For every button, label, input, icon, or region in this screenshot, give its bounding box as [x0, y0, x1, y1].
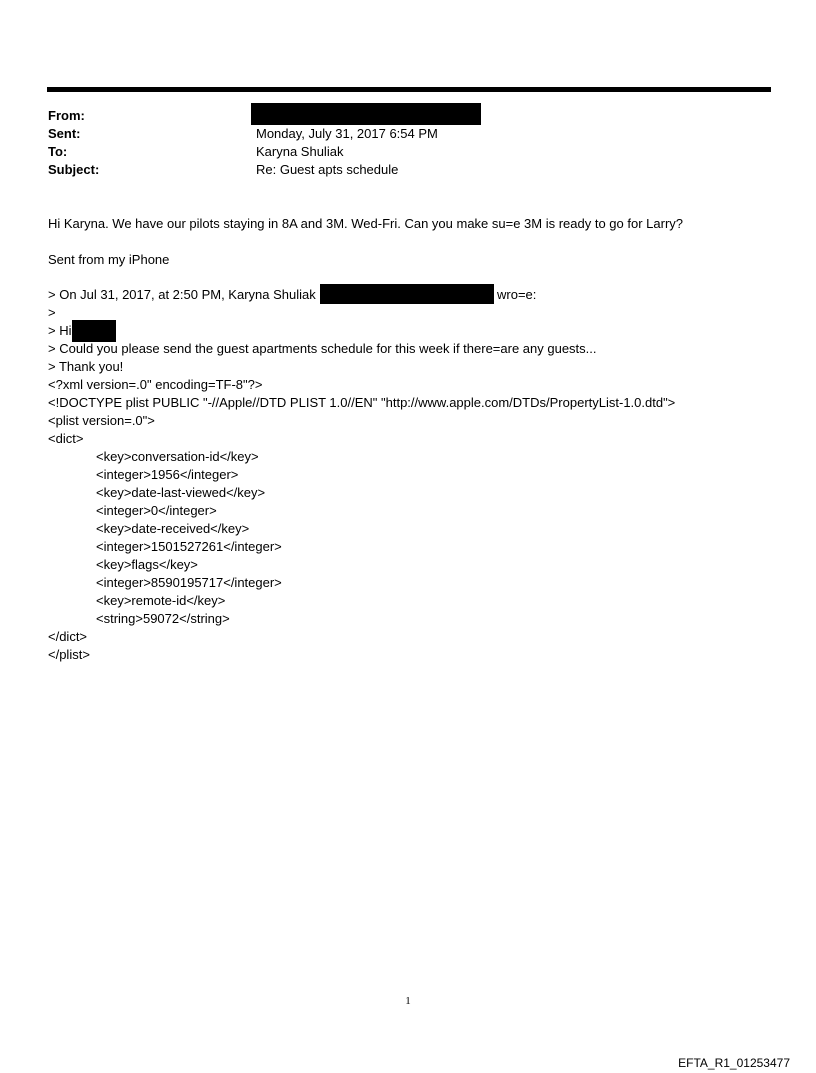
document-id: EFTA_R1_01253477 [678, 1056, 790, 1070]
to-label: To: [48, 144, 68, 159]
plist-entry: <key>remote-id</key> [96, 593, 226, 608]
quote-thanks: > Thank you! [48, 359, 124, 374]
plist-doctype: <!DOCTYPE plist PUBLIC "-//Apple//DTD PLIST 1.0//EN" "http://www.apple.com/DTDs/PropertyList-1.0.dtd"> [48, 395, 676, 410]
plist-xml-declaration: <?xml version=.0" encoding=TF-8"?> [48, 377, 263, 392]
quote-greeting: > Hi [48, 323, 72, 338]
quote-blank-line: > [48, 305, 56, 320]
plist-entry: <key>date-last-viewed</key> [96, 485, 266, 500]
plist-entry: <integer>1501527261</integer> [96, 539, 282, 554]
quote-intro: > On Jul 31, 2017, at 2:50 PM, Karyna Shuliak [48, 287, 316, 302]
page-number: 1 [405, 995, 411, 1007]
dict-open-tag: <dict> [48, 431, 84, 446]
plist-entry: <key>date-received</key> [96, 521, 250, 536]
plist-open-tag: <plist version=.0"> [48, 413, 155, 428]
from-label: From: [48, 108, 85, 123]
quote-intro-suffix: wro=e: [497, 287, 537, 302]
subject-value: Re: Guest apts schedule [256, 162, 399, 177]
sent-value: Monday, July 31, 2017 6:54 PM [256, 126, 438, 141]
plist-entry: <string>59072</string> [96, 611, 230, 626]
plist-close-tag: </plist> [48, 647, 90, 662]
redaction-box [251, 103, 481, 125]
plist-entry: <key>conversation-id</key> [96, 449, 259, 464]
plist-entry: <integer>8590195717</integer> [96, 575, 282, 590]
plist-entry: <integer>1956</integer> [96, 467, 239, 482]
quote-request: > Could you please send the guest apartments schedule for this week if there=are any guests... [48, 341, 597, 356]
header-rule [47, 87, 771, 92]
plist-entry: <integer>0</integer> [96, 503, 217, 518]
subject-label: Subject: [48, 162, 100, 177]
signature-text: Sent from my iPhone [48, 252, 170, 267]
to-value: Karyna Shuliak [256, 144, 344, 159]
dict-close-tag: </dict> [48, 629, 88, 644]
redaction-box [320, 284, 494, 304]
plist-entry: <key>flags</key> [96, 557, 198, 572]
sent-label: Sent: [48, 126, 81, 141]
redaction-box [72, 320, 116, 342]
message-text: Hi Karyna. We have our pilots staying in 8A and 3M. Wed-Fri. Can you make su=e 3M is ready to go for Larry? [48, 216, 684, 231]
